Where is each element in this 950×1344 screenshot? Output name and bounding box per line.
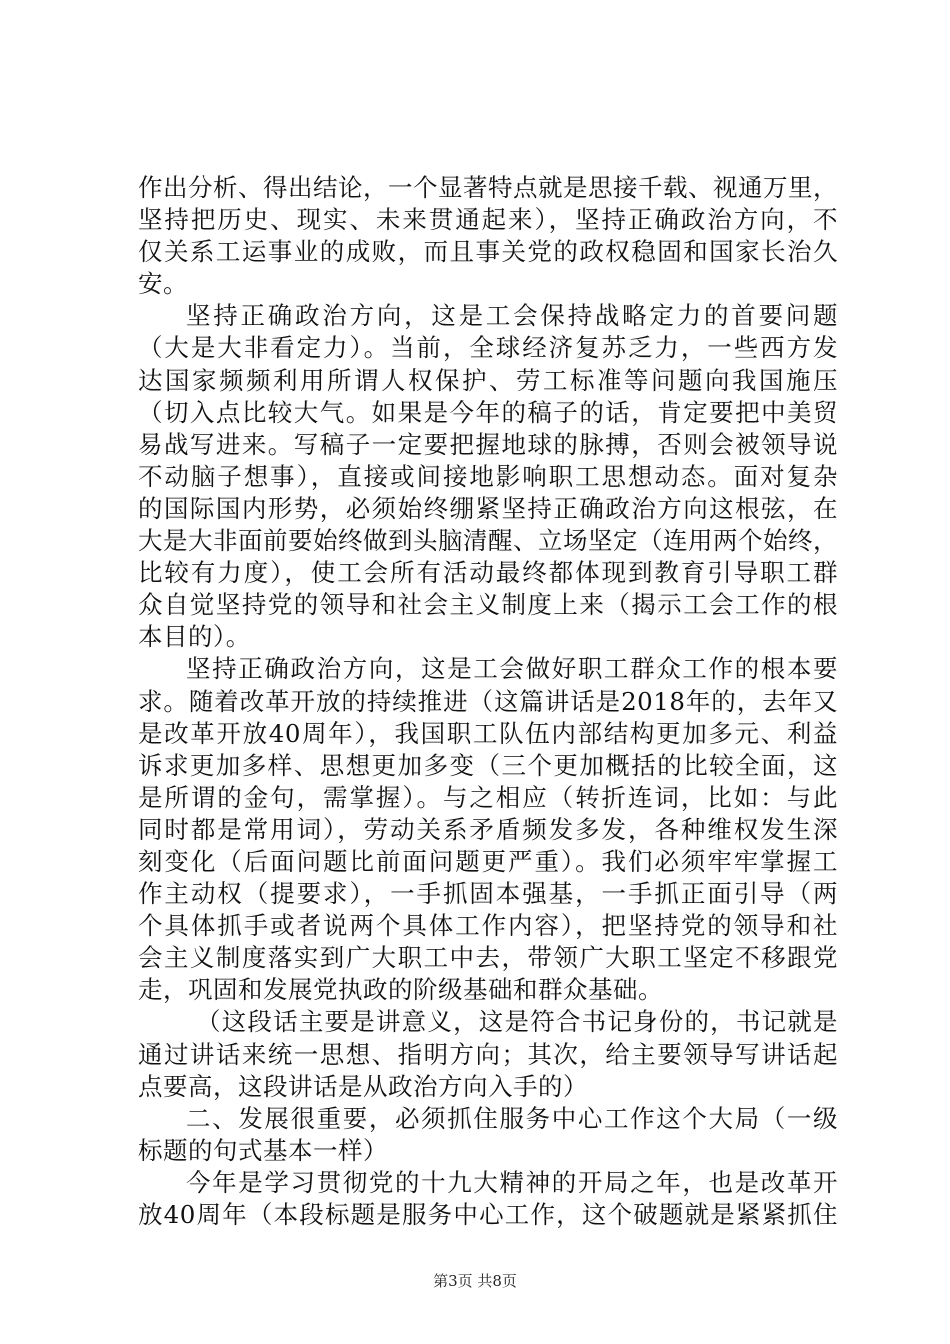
text-line: 坚持把历史、现实、未来贯通起来），坚持正确政治方向，不 bbox=[138, 205, 838, 235]
text-line: 是改革开放40周年），我国职工队伍内部结构更加多元、利益 bbox=[138, 718, 838, 748]
text-line: 比较有力度），使工会所有活动最终都体现到教育引导职工群 bbox=[138, 558, 838, 588]
text-line: 同时都是常用词），劳动关系矛盾频发多发，各种维权发生深 bbox=[138, 814, 838, 844]
text-line: 大是大非面前要始终做到头脑清醒、立场坚定（连用两个始终， bbox=[138, 526, 838, 556]
text-line: 放40周年（本段标题是服务中心工作，这个破题就是紧紧抓住 bbox=[138, 1200, 838, 1229]
text-line: 仅关系工运事业的成败，而且事关党的政权稳固和国家长治久 bbox=[138, 237, 838, 267]
text-line: 点要高，这段讲话是从政治方向入手的） bbox=[138, 1071, 588, 1101]
paragraph-first-line: 坚持正确政治方向，这是工会保持战略定力的首要问题 bbox=[186, 301, 838, 331]
text-line: 易战写进来。写稿子一定要把握地球的脉搏，否则会被领导说 bbox=[138, 429, 838, 459]
text-line: 个具体抓手或者说两个具体工作内容），把坚持党的领导和社 bbox=[138, 911, 838, 941]
text-line: 通过讲话来统一思想、指明方向；其次，给主要领导写讲话起 bbox=[138, 1039, 838, 1069]
text-line: 安。 bbox=[138, 269, 188, 299]
page-number-footer: 第3页 共8页 bbox=[433, 1272, 517, 1290]
text-line: 达国家频频利用所谓人权保护、劳工标准等问题向我国施压 bbox=[138, 365, 838, 395]
text-line: 诉求更加多样、思想更加多变（三个更加概括的比较全面，这 bbox=[138, 750, 838, 780]
text-line: 的国际国内形势，必须始终绷紧坚持正确政治方向这根弦，在 bbox=[138, 493, 838, 523]
text-line: （切入点比较大气。如果是今年的稿子的话，肯定要把中美贸 bbox=[138, 397, 838, 427]
text-line: 不动脑子想事），直接或间接地影响职工思想动态。面对复杂 bbox=[138, 461, 838, 491]
text-line: 走，巩固和发展党执政的阶级基础和群众基础。 bbox=[138, 975, 663, 1005]
text-line: 求。随着改革开放的持续推进（这篇讲话是2018年的，去年又 bbox=[138, 686, 838, 716]
text-line: 众自觉坚持党的领导和社会主义制度上来（揭示工会工作的根 bbox=[138, 590, 838, 620]
text-line: （大是大非看定力）。当前，全球经济复苏乏力，一些西方发 bbox=[138, 333, 838, 363]
text-line: 作出分析、得出结论，一个显著特点就是思接千载、视通万里， bbox=[138, 173, 838, 202]
section-heading: 二、发展很重要，必须抓住服务中心工作这个大局（一级 bbox=[186, 1103, 838, 1133]
paragraph-first-line: （这段话主要是讲意义，这是符合书记身份的，书记就是 bbox=[196, 1007, 838, 1037]
text-line: 作主动权（提要求），一手抓固本强基，一手抓正面引导（两 bbox=[138, 879, 838, 909]
text-line: 是所谓的金句，需掌握）。与之相应（转折连词，比如：与此 bbox=[138, 782, 838, 812]
body-text bbox=[138, 172, 838, 1231]
text-line: 本目的）。 bbox=[138, 622, 251, 652]
text-line: 刻变化（后面问题比前面问题更严重）。我们必须牢牢掌握工 bbox=[138, 846, 838, 876]
text-line: 会主义制度落实到广大职工中去，带领广大职工坚定不移跟党 bbox=[138, 943, 838, 973]
paragraph-first-line: 坚持正确政治方向，这是工会做好职工群众工作的根本要 bbox=[186, 654, 838, 684]
section-heading-continued: 标题的句式基本一样） bbox=[138, 1135, 388, 1165]
paragraph-first-line: 今年是学习贯彻党的十九大精神的开局之年，也是改革开 bbox=[186, 1167, 838, 1197]
